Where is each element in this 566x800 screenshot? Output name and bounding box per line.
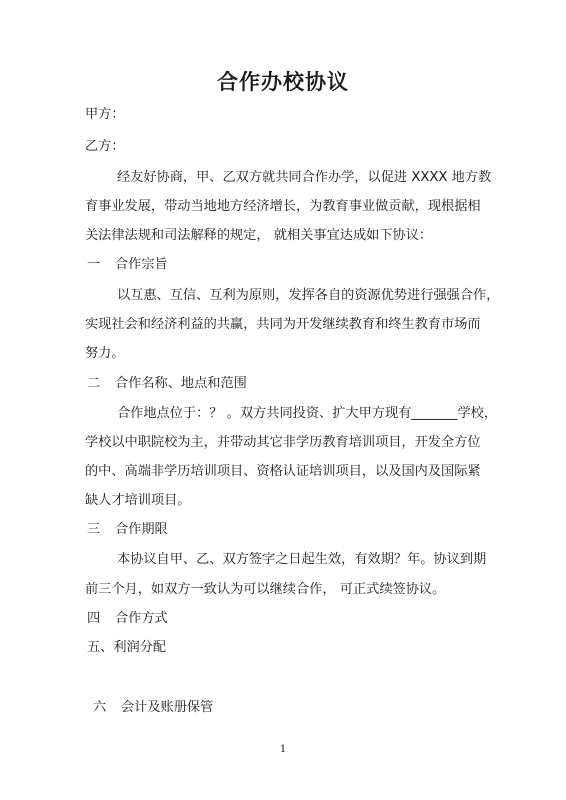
section-number: 三 [87,522,101,537]
section-heading-1 [87,256,168,274]
section-title: 合作宗旨 [115,257,168,272]
intro-line-2: 育事业发展，带动当地地方经济增长，为教育事业做贡献，现根据相 [85,199,481,214]
section-2-line-4: 缺人才培训项目。 [85,493,191,508]
section-1-line-1: 以互惠、互信、互利为原则，发挥各自的资源优势进行强强合作， [117,288,500,303]
section-2-line-1: 合作地点位于：？ 。双方共同投资、扩大甲方现有_______学校， [117,406,498,421]
section-heading-3 [87,521,168,539]
section-number: 二 [87,376,101,391]
section-3-line-1: 本协议自甲、乙、双方签字之日起生效，有效期？年。协议到期 [117,552,487,567]
party-b-label: 乙方： [85,139,125,154]
section-number: 六 [93,700,107,715]
intro-line-3: 关法律法规和司法解释的规定， 就相关事宜达成如下协议： [85,228,433,243]
section-1-line-3: 努力。 [85,346,125,361]
section-1-line-2: 实现社会和经济利益的共赢，共同为开发继续教育和终生教育市场而 [85,317,481,332]
party-a-label: 甲方： [85,107,125,122]
document-title: 合作办校协议 [217,69,349,94]
section-heading-2 [87,375,247,393]
section-2-line-3: 的中、高端非学历培训项目、资格认证培训项目，以及国内及国际紧 [85,464,481,479]
section-number: 四 [87,611,101,626]
section-title: 会计及账册保管 [121,700,214,715]
section-title: 合作期限 [115,522,168,537]
section-title: 合作方式 [115,611,168,626]
intro-line-1: 经友好协商，甲、乙双方就共同合作办学，以促进 XXXX 地方教 [117,170,492,185]
section-heading-5: 五、利润分配 [87,640,167,655]
section-2-line-2: 学校以中职院校为主，并带动其它非学历教育培训项目，开发全方位 [85,435,481,450]
section-heading-4 [87,610,168,628]
section-heading-6 [93,699,213,717]
page-number: 1 [279,744,287,755]
section-number: 一 [87,257,101,272]
section-3-line-2: 前三个月，如双方一致认为可以继续合作， 可正式续签协议。 [85,582,446,597]
section-title: 合作名称、地点和范围 [115,376,247,391]
